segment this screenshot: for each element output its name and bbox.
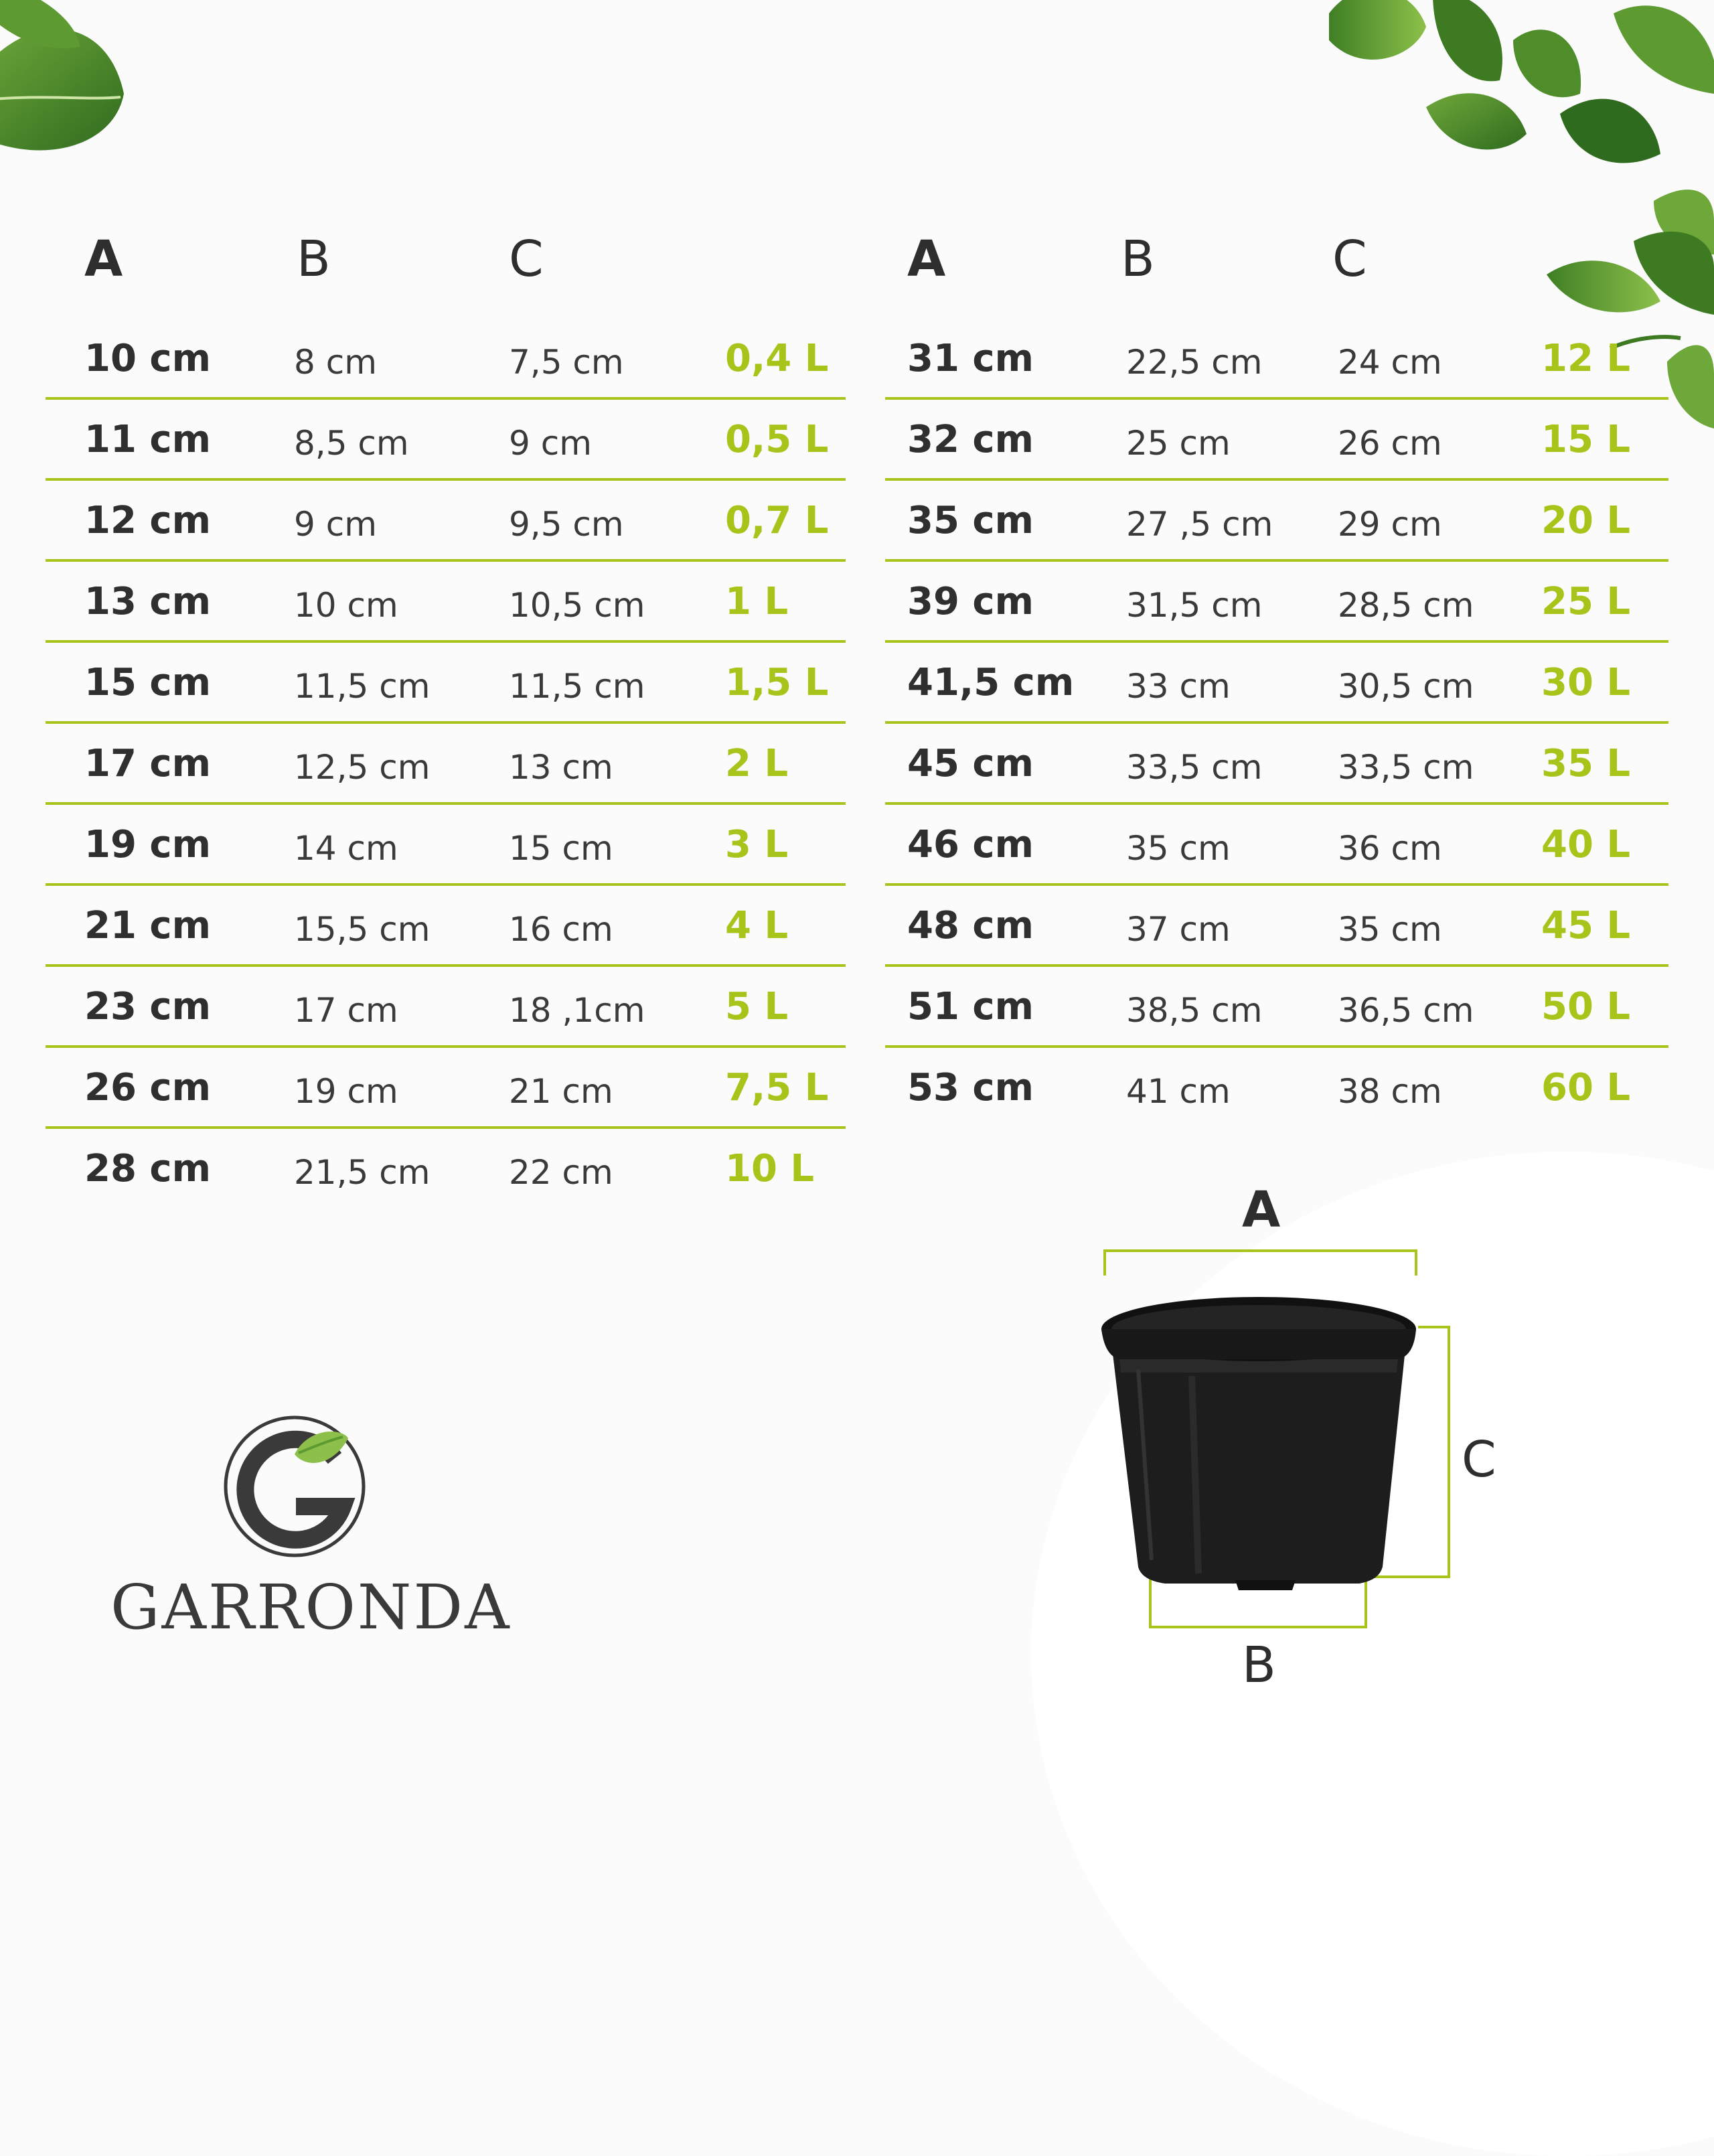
cell-l: 12 L bbox=[1541, 337, 1631, 380]
cell-l: 30 L bbox=[1541, 661, 1631, 704]
cell-b: 25 cm bbox=[1126, 424, 1231, 463]
cell-a: 23 cm bbox=[84, 985, 211, 1028]
cell-l: 0,7 L bbox=[725, 499, 829, 542]
cell-l: 1 L bbox=[725, 580, 789, 623]
cell-c: 11,5 cm bbox=[509, 667, 645, 706]
cell-c: 13 cm bbox=[509, 748, 613, 787]
cell-c: 9 cm bbox=[509, 424, 592, 463]
cell-a: 10 cm bbox=[84, 337, 211, 380]
cell-c: 21 cm bbox=[509, 1072, 613, 1111]
cell-c: 30,5 cm bbox=[1338, 667, 1474, 706]
cell-c: 24 cm bbox=[1338, 343, 1442, 382]
cell-b: 31,5 cm bbox=[1126, 586, 1263, 625]
cell-b: 15,5 cm bbox=[294, 910, 431, 949]
cell-a: 15 cm bbox=[84, 661, 211, 704]
cell-b: 37 cm bbox=[1126, 910, 1231, 949]
cell-b: 22,5 cm bbox=[1126, 343, 1263, 382]
cell-a: 31 cm bbox=[907, 337, 1034, 380]
cell-b: 14 cm bbox=[294, 829, 398, 868]
cell-b: 27 ,5 cm bbox=[1126, 505, 1273, 544]
cell-b: 33,5 cm bbox=[1126, 748, 1263, 787]
cell-l: 4 L bbox=[725, 904, 789, 947]
cell-c: 18 ,1cm bbox=[509, 991, 645, 1030]
plant-pot-icon bbox=[1101, 1297, 1416, 1590]
cell-l: 20 L bbox=[1541, 499, 1631, 542]
cell-a: 45 cm bbox=[907, 742, 1034, 785]
cell-b: 21,5 cm bbox=[294, 1153, 431, 1192]
cell-b: 17 cm bbox=[294, 991, 398, 1030]
cell-a: 39 cm bbox=[907, 580, 1034, 623]
cell-c: 35 cm bbox=[1338, 910, 1442, 949]
cell-l: 10 L bbox=[725, 1147, 815, 1190]
cell-l: 3 L bbox=[725, 823, 789, 866]
cell-b: 41 cm bbox=[1126, 1072, 1231, 1111]
cell-l: 2 L bbox=[725, 742, 789, 785]
cell-c: 7,5 cm bbox=[509, 343, 624, 382]
cell-c: 10,5 cm bbox=[509, 586, 645, 625]
dimension-label-b: B bbox=[1242, 1636, 1276, 1694]
column-header-c: C bbox=[1332, 230, 1367, 288]
cell-l: 5 L bbox=[725, 985, 789, 1028]
column-header-b: B bbox=[1121, 230, 1155, 288]
cell-a: 46 cm bbox=[907, 823, 1034, 866]
cell-a: 51 cm bbox=[907, 985, 1034, 1028]
cell-b: 8 cm bbox=[294, 343, 377, 382]
cell-a: 19 cm bbox=[84, 823, 211, 866]
cell-l: 0,4 L bbox=[725, 337, 829, 380]
cell-a: 12 cm bbox=[84, 499, 211, 542]
brand-name: GARRONDA bbox=[110, 1571, 512, 1643]
cell-l: 50 L bbox=[1541, 985, 1631, 1028]
cell-l: 15 L bbox=[1541, 418, 1631, 461]
cell-a: 17 cm bbox=[84, 742, 211, 785]
cell-b: 33 cm bbox=[1126, 667, 1231, 706]
cell-a: 32 cm bbox=[907, 418, 1034, 461]
cell-b: 9 cm bbox=[294, 505, 377, 544]
cell-c: 22 cm bbox=[509, 1153, 613, 1192]
cell-a: 48 cm bbox=[907, 904, 1034, 947]
cell-c: 29 cm bbox=[1338, 505, 1442, 544]
cell-l: 60 L bbox=[1541, 1066, 1631, 1109]
cell-c: 28,5 cm bbox=[1338, 586, 1474, 625]
cell-a: 11 cm bbox=[84, 418, 211, 461]
cell-b: 8,5 cm bbox=[294, 424, 409, 463]
cell-b: 38,5 cm bbox=[1126, 991, 1263, 1030]
column-header-c: C bbox=[509, 230, 544, 288]
cell-a: 26 cm bbox=[84, 1066, 211, 1109]
cell-a: 21 cm bbox=[84, 904, 211, 947]
cell-a: 41,5 cm bbox=[907, 661, 1075, 704]
dimension-label-c: C bbox=[1462, 1431, 1496, 1488]
cell-a: 13 cm bbox=[84, 580, 211, 623]
cell-c: 9,5 cm bbox=[509, 505, 624, 544]
cell-b: 11,5 cm bbox=[294, 667, 431, 706]
cell-c: 15 cm bbox=[509, 829, 613, 868]
cell-l: 0,5 L bbox=[725, 418, 829, 461]
cell-a: 28 cm bbox=[84, 1147, 211, 1190]
cell-l: 40 L bbox=[1541, 823, 1631, 866]
cell-c: 36 cm bbox=[1338, 829, 1442, 868]
cell-l: 45 L bbox=[1541, 904, 1631, 947]
cell-b: 12,5 cm bbox=[294, 748, 431, 787]
cell-c: 26 cm bbox=[1338, 424, 1442, 463]
cell-l: 35 L bbox=[1541, 742, 1631, 785]
cell-l: 25 L bbox=[1541, 580, 1631, 623]
column-header-b: B bbox=[297, 230, 331, 288]
cell-b: 19 cm bbox=[294, 1072, 398, 1111]
cell-c: 16 cm bbox=[509, 910, 613, 949]
dimension-label-a: A bbox=[1242, 1181, 1281, 1239]
cell-l: 1,5 L bbox=[725, 661, 829, 704]
cell-a: 53 cm bbox=[907, 1066, 1034, 1109]
cell-a: 35 cm bbox=[907, 499, 1034, 542]
column-header-a: A bbox=[84, 230, 123, 288]
cell-b: 35 cm bbox=[1126, 829, 1231, 868]
column-header-a: A bbox=[907, 230, 946, 288]
cell-l: 7,5 L bbox=[725, 1066, 829, 1109]
cell-b: 10 cm bbox=[294, 586, 398, 625]
cell-c: 33,5 cm bbox=[1338, 748, 1474, 787]
cell-c: 36,5 cm bbox=[1338, 991, 1474, 1030]
cell-c: 38 cm bbox=[1338, 1072, 1442, 1111]
